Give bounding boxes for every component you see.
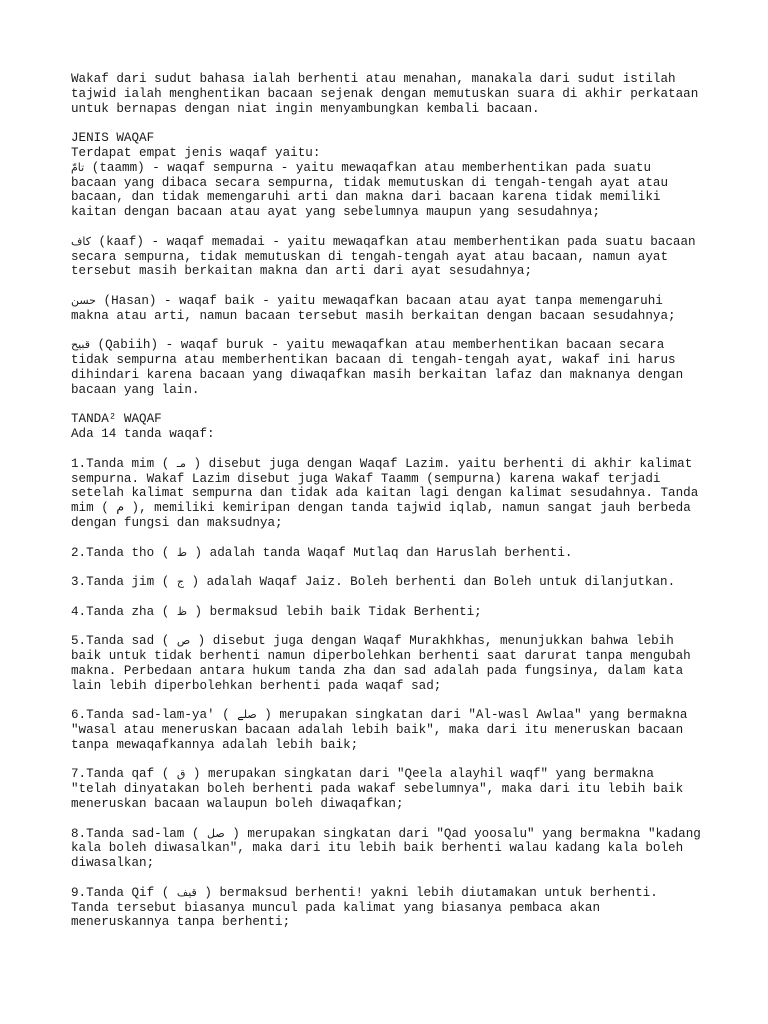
blank-line	[71, 590, 731, 605]
document-page	[71, 72, 731, 930]
text-line: kaitan dengan bacaan atau ayat yang sebelumnya maupun yang sesudahnya;	[71, 205, 601, 220]
item-text: ) bermaksud berhenti! yakni lebih diutamakan untuk berhenti.	[196, 885, 658, 900]
arabic-sign: مـ	[176, 456, 186, 470]
text-line: "telah dinyatakan boleh berhenti pada wakaf sebelumnya", maka dari itu lebih baik	[71, 782, 684, 797]
section-heading: JENIS WAQAF	[71, 131, 155, 146]
blank-line	[71, 279, 731, 294]
item-prefix: 9.Tanda Qif (	[71, 885, 177, 900]
text-line: sempurna. Wakaf Lazim disebut juga Wakaf Taamm (sempurna) karena wakaf terjadi	[71, 471, 661, 486]
text-line: diwasalkan;	[71, 856, 155, 871]
text-line: secara sempurna, tidak memutuskan di tengah-tengah ayat atau bacaan, namun ayat	[71, 249, 669, 264]
intro-paragraph	[71, 72, 731, 116]
blank-line	[71, 531, 731, 546]
text-line	[71, 575, 731, 590]
jenis-section	[71, 131, 731, 412]
text-line: Tanda tersebut biasanya muncul pada kalimat yang biasanya pembaca akan	[71, 900, 601, 915]
text-line: lain lebih diperbolehkan berhenti pada waqaf sad;	[71, 678, 442, 693]
blank-line	[71, 560, 731, 575]
text-line: kala boleh diwasalkan", maka dari itu lebih baik berhenti walau kadang kala boleh	[71, 841, 684, 856]
arabic-sign: ط	[176, 545, 187, 559]
tanda-item	[71, 634, 731, 708]
arabic-term: قبيح	[71, 338, 90, 352]
item-text: (taamm) - waqaf sempurna - yaitu mewaqafkan atau memberhentikan pada suatu	[84, 160, 652, 175]
tanda-section	[71, 412, 731, 930]
item-text: ) merupakan singkatan dari "Al-wasl Awlaa" yang bermakna	[256, 708, 688, 723]
blank-line	[71, 324, 731, 339]
item-text: (Qabiih) - waqaf buruk - yaitu mewaqafkan atau memberhentikan bacaan secara	[90, 338, 665, 353]
item-prefix: 4.Tanda zha (	[71, 604, 177, 619]
text-line	[71, 634, 731, 649]
blank-line	[71, 693, 731, 708]
tanda-list	[71, 457, 731, 931]
blank-line	[71, 220, 731, 235]
arabic-sign: ق	[176, 767, 186, 781]
arabic-sign: قيف	[176, 885, 197, 899]
text-line	[71, 827, 731, 842]
tanda-item	[71, 605, 731, 635]
text-line: makna atau arti, namun bacaan tersebut masih berkaitan dengan bacaan sesudahnya;	[71, 308, 676, 323]
item-prefix: 8.Tanda sad-lam (	[71, 826, 208, 841]
tanda-item	[71, 767, 731, 826]
blank-line	[71, 116, 731, 131]
text-line: tersebut masih berkaitan makna dan arti dari ayat sesudahnya;	[71, 264, 533, 279]
text-line: untuk bernapas dengan niat ingin menyambungkan kembali bacaan.	[71, 101, 540, 116]
text-line: dengan fungsi dan maksudnya;	[71, 515, 283, 530]
text-line: meneruskannya tanpa berhenti;	[71, 915, 291, 930]
jenis-list	[71, 161, 731, 413]
text-line: meneruskan bacaan walaupun boleh diwaqafkan;	[71, 797, 404, 812]
arabic-sign: ظ	[176, 604, 187, 618]
arabic-sign: ص	[176, 634, 191, 648]
text-line: bacaan yang dibaca secara sempurna, tidak memutuskan di tengah-tengah ayat atau	[71, 175, 669, 190]
text-line: mim ( م ), memiliki kemiripan dengan tanda tajwid iqlab, namun sangat jauh berbeda	[71, 501, 691, 516]
jenis-item	[71, 235, 731, 294]
tanda-item	[71, 886, 731, 930]
item-prefix: 1.Tanda mim (	[71, 456, 177, 471]
section-heading: TANDA² WAQAF	[71, 412, 162, 427]
text-line	[71, 605, 731, 620]
item-prefix: 2.Tanda tho (	[71, 545, 177, 560]
text-line	[71, 294, 731, 309]
text-line: tanpa mewaqafkannya adalah lebih baik;	[71, 737, 359, 752]
text-line: baik untuk tidak berhenti namun diperbolehkan berhenti saat darurat tanpa mengubah	[71, 649, 691, 664]
blank-line	[71, 871, 731, 886]
tanda-item	[71, 575, 731, 605]
item-prefix: 5.Tanda sad (	[71, 634, 177, 649]
text-line	[71, 457, 731, 472]
item-prefix: 3.Tanda jim (	[71, 575, 177, 590]
arabic-sign: صل	[207, 826, 225, 840]
tanda-item	[71, 708, 731, 767]
text-line	[71, 708, 731, 723]
section-lead: Ada 14 tanda waqaf:	[71, 427, 215, 442]
tanda-item	[71, 457, 731, 546]
tanda-item	[71, 546, 731, 576]
arabic-term: حسن	[71, 293, 96, 307]
item-text: ) adalah tanda Waqaf Mutlaq dan Haruslah berhenti.	[187, 545, 573, 560]
item-text: (kaaf) - waqaf memadai - yaitu mewaqafkan atau memberhentikan pada suatu bacaan	[91, 234, 696, 249]
text-line: "wasal atau meneruskan bacaan adalah lebih baik", maka dari itu meneruskan bacaan	[71, 723, 684, 738]
text-line: dihindari karena bacaan yang diwaqafkan masih berkaitan lafaz dan maknanya dengan	[71, 367, 684, 382]
jenis-item	[71, 161, 731, 235]
text-line	[71, 235, 731, 250]
arabic-sign: ج	[176, 575, 184, 589]
arabic-term: تامّ	[71, 160, 85, 174]
item-prefix: 6.Tanda sad-lam-ya' (	[71, 708, 238, 723]
arabic-term: كاف	[71, 234, 91, 248]
text-line: setelah kalimat sempurna dan tidak ada kaitan lagi dengan kalimat sesudahnya. Tanda	[71, 486, 699, 501]
text-line	[71, 546, 731, 561]
text-line: bacaan yang lain.	[71, 382, 200, 397]
item-text: ) merupakan singkatan dari "Qeela alayhil waqf" yang bermakna	[185, 767, 654, 782]
item-text: ) disebut juga dengan Waqaf Lazim. yaitu berhenti di akhir kalimat	[185, 456, 693, 471]
item-text: ) disebut juga dengan Waqaf Murakhkhas, menunjukkan bahwa lebih	[190, 634, 674, 649]
item-text: ) merupakan singkatan dari "Qad yoosalu" yang bermakna "kadang	[224, 826, 701, 841]
jenis-item	[71, 338, 731, 412]
text-line: tidak sempurna atau memberhentikan bacaan di tengah-tengah ayat, wakaf ini harus	[71, 353, 676, 368]
jenis-item	[71, 294, 731, 338]
text-line	[71, 886, 731, 901]
tanda-item	[71, 827, 731, 886]
blank-line	[71, 812, 731, 827]
text-line: Wakaf dari sudut bahasa ialah berhenti atau menahan, manakala dari sudut istilah	[71, 72, 676, 86]
text-line	[71, 338, 731, 353]
item-text: (Hasan) - waqaf baik - yaitu mewaqafkan bacaan atau ayat tanpa memengaruhi	[96, 293, 663, 308]
text-line: bacaan, dan tidak memengaruhi arti dan makna dari bacaan karena tidak memiliki	[71, 190, 661, 205]
text-line: tajwid ialah menghentikan bacaan sejenak dengan memutuskan suara di akhir perkataan	[71, 86, 699, 101]
blank-line	[71, 619, 731, 634]
section-lead: Terdapat empat jenis waqaf yaitu:	[71, 145, 321, 160]
item-prefix: 7.Tanda qaf (	[71, 767, 177, 782]
text-line	[71, 161, 731, 176]
text-line	[71, 767, 731, 782]
blank-line	[71, 442, 731, 457]
blank-line	[71, 753, 731, 768]
arabic-sign: صلے	[237, 708, 257, 722]
blank-line	[71, 398, 731, 413]
text-line: makna. Perbedaan antara hukum tanda zha dan sad adalah pada fungsinya, dalam kata	[71, 663, 684, 678]
item-text: ) adalah Waqaf Jaiz. Boleh berhenti dan Boleh untuk dilanjutkan.	[183, 575, 676, 590]
item-text: ) bermaksud lebih baik Tidak Berhenti;	[187, 604, 482, 619]
